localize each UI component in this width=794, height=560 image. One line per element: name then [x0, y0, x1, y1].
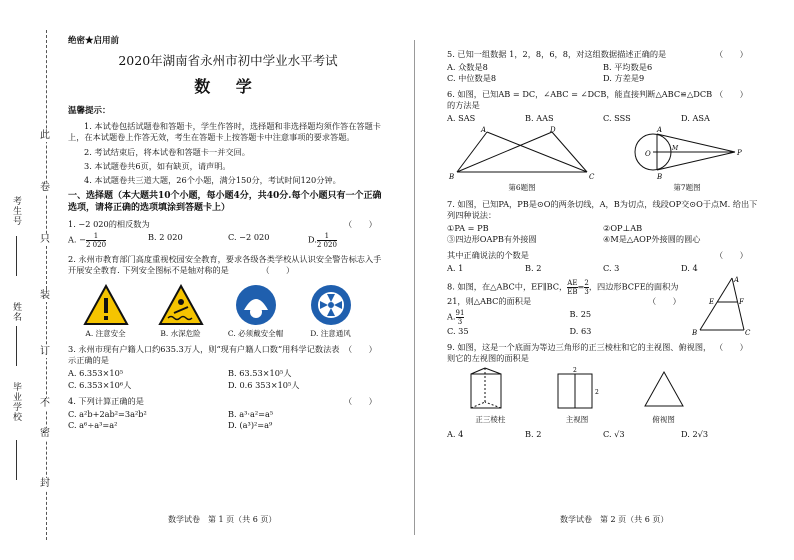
cut-line: [46, 30, 47, 540]
option-d[interactable]: D. (a³)²=a⁹: [228, 419, 273, 430]
tips-heading: 温馨提示：: [68, 105, 111, 116]
caution-sign-icon: [83, 284, 129, 326]
top-view-icon: [639, 366, 689, 412]
q7-statements: [447, 223, 759, 245]
svg-text:P: P: [737, 149, 742, 158]
option-a[interactable]: A. 1: [447, 262, 464, 273]
option-b[interactable]: B. 2: [525, 262, 542, 273]
question-2: [68, 254, 388, 276]
option-c[interactable]: C. 35: [447, 325, 469, 336]
question-stem: 2. 永州市教育部门高度重视校园安全教育，要求各级各类学校从认识安全警告标志入手开展安全教育. 下列安全图标不是轴对称的是: [68, 254, 382, 276]
option-b[interactable]: B. 2 020: [148, 232, 183, 243]
question-4: [68, 396, 388, 407]
binding-char: 卷: [40, 182, 50, 193]
binding-char: 封: [40, 478, 50, 489]
question-stem: 4. 下列计算正确的是: [68, 395, 144, 406]
candidate-number-label: 考生号: [11, 196, 21, 226]
question-stem: 8. 如图，在△ABC中，EF∥BC， $\frac{AE}{EB}$ = $\frac{2}{3}$ ，四边形BCFE的面积为21，则△ABC的面积是 （ ）: [447, 279, 692, 307]
answer-paren[interactable]: （ ）: [261, 265, 295, 276]
front-view-icon: [552, 366, 602, 412]
statement: ②OP⊥AB: [603, 222, 643, 233]
answer-paren[interactable]: （ ）: [344, 344, 377, 355]
triangle-ef-bc-figure-icon: [692, 274, 752, 336]
question-7: 7. 如图，已知PA，PB是⊙O的两条切线，A，B为切点，线段OP交⊙O于点M. 给出下列四种说法：: [447, 198, 758, 220]
svg-text:O: O: [645, 150, 651, 159]
question-9: [447, 342, 759, 364]
option-c[interactable]: C. 3: [603, 262, 620, 273]
option-d[interactable]: D. 注意通风: [295, 284, 367, 339]
school-label: 毕业学校: [11, 382, 21, 422]
triangle-figure-icon: [447, 124, 597, 180]
prism-figure: 正三棱柱: [454, 366, 526, 425]
exam-page-2: [447, 44, 759, 440]
figure-caption: 第7题图: [673, 183, 701, 193]
answer-paren[interactable]: （ ）: [715, 89, 748, 100]
tip-item: 1. 本试卷包括试题卷和答题卡，学生作答时，选择题和非选择题均须作答在答题卡上，在本试题卷上作答无效，考生在答题卡上按答题卡中注意事项的要求答题。: [68, 121, 381, 143]
question-stem: 9. 如图，这是一个底面为等边三角形的正三棱柱和它的主视图、俯视图，则它的左视图的面积是: [447, 342, 712, 364]
option-a[interactable]: A. − $\frac{1}{2 020}$: [68, 232, 107, 250]
q5-options: [447, 62, 759, 84]
option-c[interactable]: C. −2 020: [228, 232, 270, 243]
front-view-figure: 2 2 主视图: [541, 366, 613, 425]
name-line[interactable]: [16, 326, 17, 366]
option-a[interactable]: A. 众数是8: [447, 62, 488, 73]
option-b[interactable]: B. 63.53×10⁵人: [228, 368, 292, 379]
figure-7: [627, 124, 747, 193]
option-b[interactable]: B. a³·a²=a⁵: [228, 408, 274, 419]
option-b[interactable]: B. 2: [525, 429, 542, 440]
svg-text:B: B: [692, 328, 698, 336]
q6-options: [447, 113, 759, 124]
statement: ①PA = PB: [447, 222, 489, 233]
question-8-block: [447, 274, 759, 337]
exam-page-1: [68, 36, 388, 431]
fraction: $\frac{1}{2 020}$: [316, 232, 337, 250]
safety-signs: [68, 284, 368, 339]
helmet-sign-icon: [233, 284, 279, 326]
option-c[interactable]: C. 6.353×10⁶人: [68, 379, 132, 390]
option-c[interactable]: C. √3: [603, 429, 625, 440]
page-footer: 数学试卷 第 1 页（共 6 页）: [168, 515, 277, 524]
svg-text:B: B: [449, 173, 455, 181]
question-stem: 1. −2 020的相反数为: [68, 219, 150, 229]
deep-water-sign-icon: [158, 284, 204, 326]
svg-text:2: 2: [572, 367, 577, 375]
answer-paren[interactable]: （ ）: [715, 49, 748, 59]
figures-6-7: [447, 124, 747, 193]
option-c[interactable]: C. SSS: [603, 113, 631, 124]
statement: ③四边形OAPB有外接圆: [447, 233, 537, 244]
svg-text:C: C: [745, 328, 751, 336]
top-view-figure: 俯视图: [628, 366, 700, 425]
question-7-ask: （ ） 其中正确说法的个数是: [447, 250, 759, 261]
fraction: $\frac{1}{2 020}$: [85, 232, 107, 250]
svg-text:E: E: [709, 297, 715, 306]
svg-text:F: F: [739, 297, 744, 306]
q9-figures: [447, 366, 707, 425]
binding-char: 不: [40, 398, 50, 409]
question-stem: 3. 永州市现有户籍人口约635.3万人，则“现有户籍人口数”用科学记数法表示正确的是: [68, 344, 340, 366]
option-d[interactable]: D. $\frac{1}{2 020}$: [308, 232, 337, 250]
binding-char: 订: [40, 346, 50, 357]
answer-paren[interactable]: （ ）: [715, 342, 748, 352]
option-a[interactable]: A. 6.353×10⁵: [68, 368, 124, 379]
page-footer: 数学试卷 第 2 页（共 6 页）: [560, 515, 669, 524]
q3-options: [68, 368, 388, 390]
tip-item: 4. 本试题卷共三道大题，26个小题，满分150分，考试时间120分钟。: [84, 174, 341, 185]
school-line[interactable]: [16, 440, 17, 480]
option-a[interactable]: A. 注意安全: [70, 284, 142, 339]
option-d[interactable]: D. 63: [569, 325, 592, 336]
svg-text:C: C: [589, 173, 595, 181]
question-6: [447, 89, 759, 111]
option-b[interactable]: B. 平均数是6: [603, 62, 653, 73]
ventilation-sign-icon: [308, 284, 354, 326]
binding-char: 密: [40, 428, 50, 439]
candidate-number-line[interactable]: [16, 236, 17, 276]
question-5: [447, 49, 759, 60]
svg-text:A: A: [481, 126, 487, 135]
triangular-prism-icon: [465, 366, 515, 412]
binding-char: 装: [40, 290, 50, 301]
option-b[interactable]: B. AAS: [525, 113, 554, 124]
secret-mark: 绝密★启用前: [68, 36, 120, 46]
option-d[interactable]: D. 0.6 353×10⁵人: [228, 379, 300, 390]
question-stem: 6. 如图，已知AB = DC，∠ABC = ∠DCB，能直接判断△ABC≌△DCB的方法是: [447, 89, 713, 111]
figure-6: [447, 124, 597, 193]
svg-text:A: A: [734, 275, 740, 284]
option-a[interactable]: A. SAS: [447, 113, 476, 124]
circle-tangent-figure-icon: [627, 124, 747, 180]
binding-char: 此: [40, 130, 50, 141]
figure-caption: 第6题图: [508, 183, 536, 193]
answer-paren[interactable]: （ ）: [344, 219, 377, 229]
q9-options: [447, 429, 759, 440]
binding-char: 只: [40, 234, 50, 245]
question-stem: 5. 已知一组数据 1，2，8，6，8，对这组数据描述正确的是: [447, 49, 667, 59]
answer-paren[interactable]: （ ）: [344, 395, 377, 406]
answer-paren[interactable]: （ ）: [648, 295, 681, 306]
q4-options: [68, 409, 388, 431]
answer-paren[interactable]: （ ）: [715, 249, 748, 260]
tip-item: 2. 考试结束后，将本试卷和答题卡一并交回。: [84, 146, 250, 157]
exam-title: 2020年湖南省永州市初中学业水平考试: [118, 53, 338, 69]
exam-subject: 数 学: [194, 77, 262, 97]
option-a[interactable]: C. a²b+2ab²=3a²b²: [68, 408, 147, 419]
svg-text:2: 2: [594, 389, 599, 397]
option-c[interactable]: C. 必须戴安全帽: [220, 284, 292, 339]
option-d[interactable]: D. 2√3: [681, 429, 709, 440]
option-c[interactable]: C. a⁶÷a³=a²: [68, 419, 118, 430]
option-c[interactable]: C. 中位数是8: [447, 73, 497, 84]
option-d[interactable]: D. 4: [681, 262, 698, 273]
svg-text:B: B: [657, 173, 663, 181]
option-d[interactable]: D. 方差是9: [603, 73, 645, 84]
option-d[interactable]: D. ASA: [681, 113, 710, 124]
option-b[interactable]: B. 25: [569, 308, 592, 319]
svg-text:D: D: [550, 126, 556, 135]
name-label: 姓名: [11, 302, 21, 322]
binding-strip: [0, 0, 60, 560]
option-a[interactable]: A. 4: [447, 429, 464, 440]
tip-item: 3. 本试题卷共6页，如有缺页，请声明。: [84, 160, 231, 171]
option-a[interactable]: A. $\frac{91}{3}$: [447, 308, 465, 326]
option-b[interactable]: B. 水深危险: [145, 284, 217, 339]
question-3: [68, 344, 388, 366]
q8-options: [447, 309, 692, 337]
question-1: [68, 219, 388, 230]
q7-options: [447, 263, 759, 274]
page-divider: [414, 40, 415, 535]
statement: ④M是△AOP外接圆的圆心: [603, 233, 701, 244]
svg-text:M: M: [672, 145, 679, 153]
question-8: [447, 274, 692, 337]
svg-text:A: A: [657, 126, 663, 135]
section-heading: 一、选择题（本大题共10个小题，每小题4分，共40分.每个小题只有一个正确选项，请将正确的选项填涂到答题卡上）: [68, 190, 382, 213]
q1-options: [68, 232, 388, 249]
